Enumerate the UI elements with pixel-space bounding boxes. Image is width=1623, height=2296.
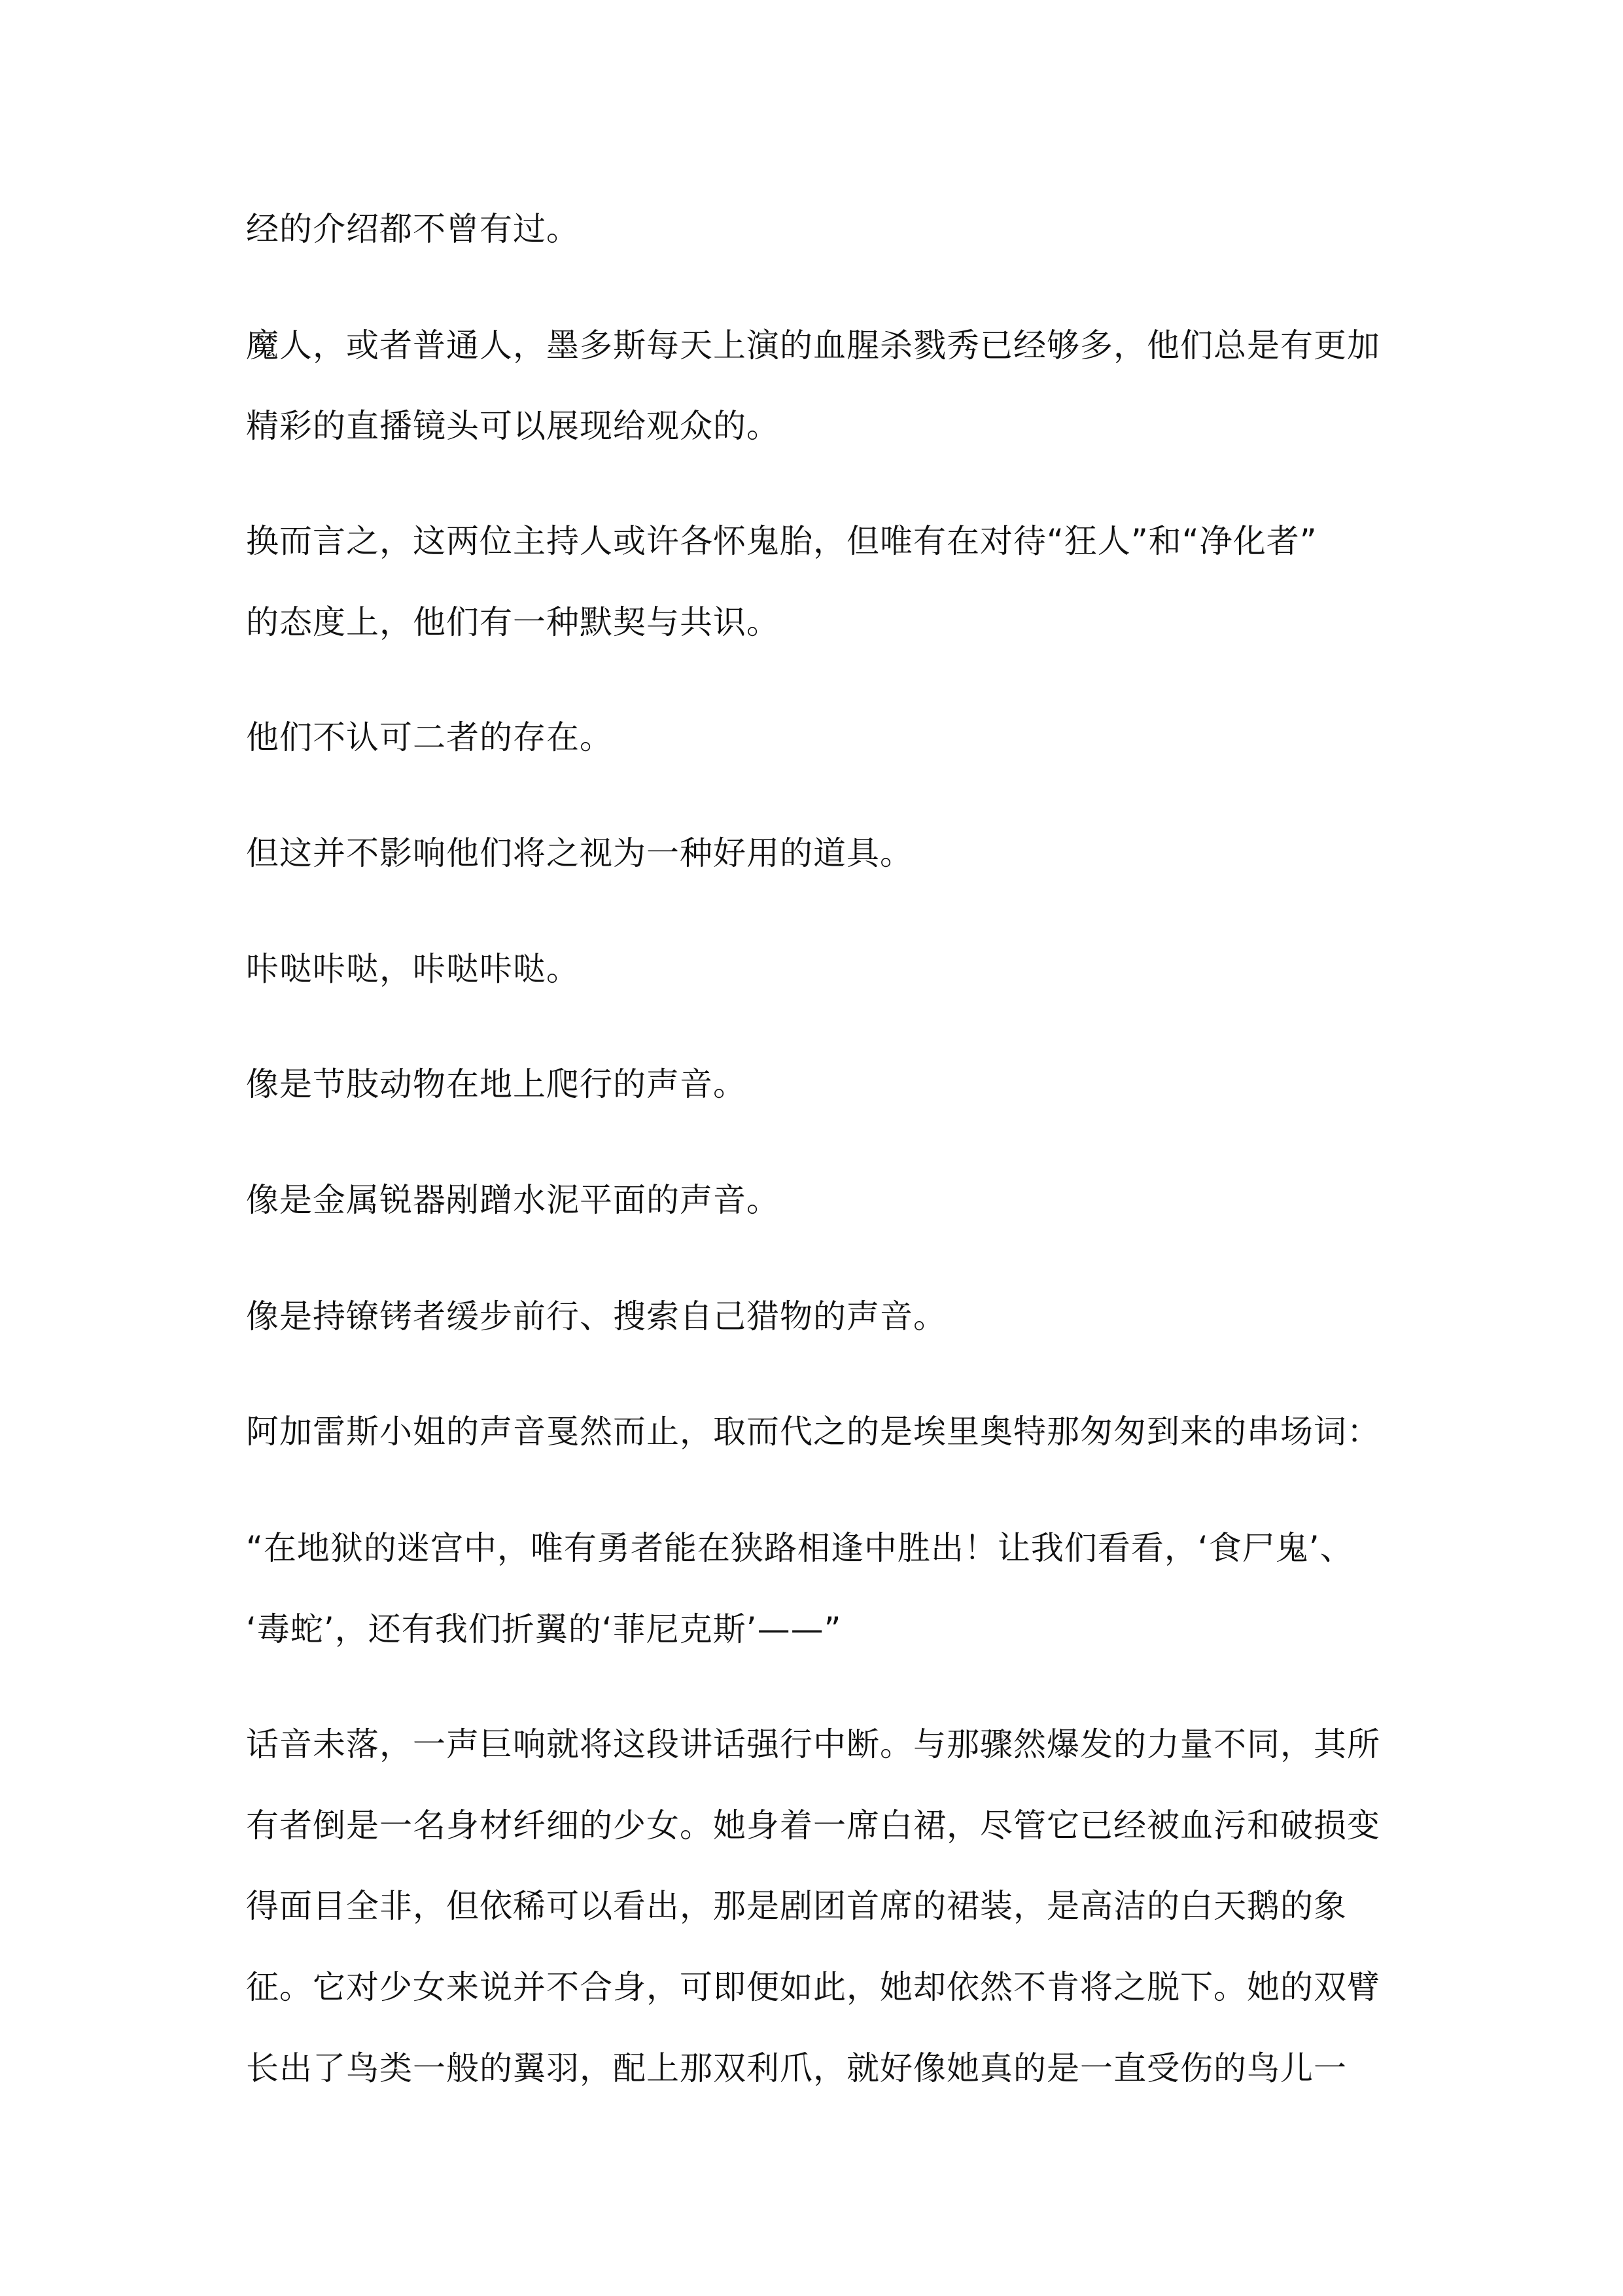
text-line: 得面目全非，但依稀可以看出，那是剧团首席的裙装，是高洁的白天鹅的象 <box>246 1887 1347 1925</box>
text-line: 阿加雷斯小姐的声音戛然而止，取而代之的是埃里奥特那匆匆到来的串场词： <box>246 1413 1380 1451</box>
text-line: 他们不认可二者的存在。 <box>246 718 613 756</box>
text-line: 话音未落，一声巨响就将这段讲话强行中断。与那骤然爆发的力量不同，其所 <box>246 1725 1380 1763</box>
text-line: 像是节肢动物在地上爬行的声音。 <box>246 1065 746 1103</box>
text-line: 经的介绍都不曾有过。 <box>246 210 580 248</box>
text-line: 魔人，或者普通人，墨多斯每天上演的血腥杀戮秀已经够多，他们总是有更加 <box>246 327 1380 364</box>
text-line: 征。它对少女来说并不合身，可即便如此，她却依然不肯将之脱下。她的双臂 <box>246 1968 1380 2006</box>
text-line: 换而言之，这两位主持人或许各怀鬼胎，但唯有在对待“狂人”和“净化者” <box>246 522 1318 560</box>
text-line: 像是金属锐器剐蹭水泥平面的声音。 <box>246 1181 780 1219</box>
text-line: 精彩的直播镜头可以展现给观众的。 <box>246 407 780 445</box>
text-line: 咔哒咔哒，咔哒咔哒。 <box>246 950 580 988</box>
text-line: ‘毒蛇’，还有我们折翼的‘菲尼克斯’——” <box>246 1610 842 1648</box>
text-line: 的态度上，他们有一种默契与共识。 <box>246 603 780 641</box>
text-line: 像是持镣铐者缓步前行、搜索自己猎物的声音。 <box>246 1298 947 1335</box>
text-line: 但这并不影响他们将之视为一种好用的道具。 <box>246 834 913 872</box>
text-line: 有者倒是一名身材纤细的少女。她身着一席白裙，尽管它已经被血污和破损变 <box>246 1807 1380 1845</box>
text-line: “在地狱的迷宫中，唯有勇者能在狭路相逢中胜出！让我们看看，‘食尸鬼’、 <box>246 1529 1353 1567</box>
text-line: 长出了鸟类一般的翼羽，配上那双利爪，就好像她真的是一直受伤的鸟儿一 <box>246 2049 1347 2087</box>
